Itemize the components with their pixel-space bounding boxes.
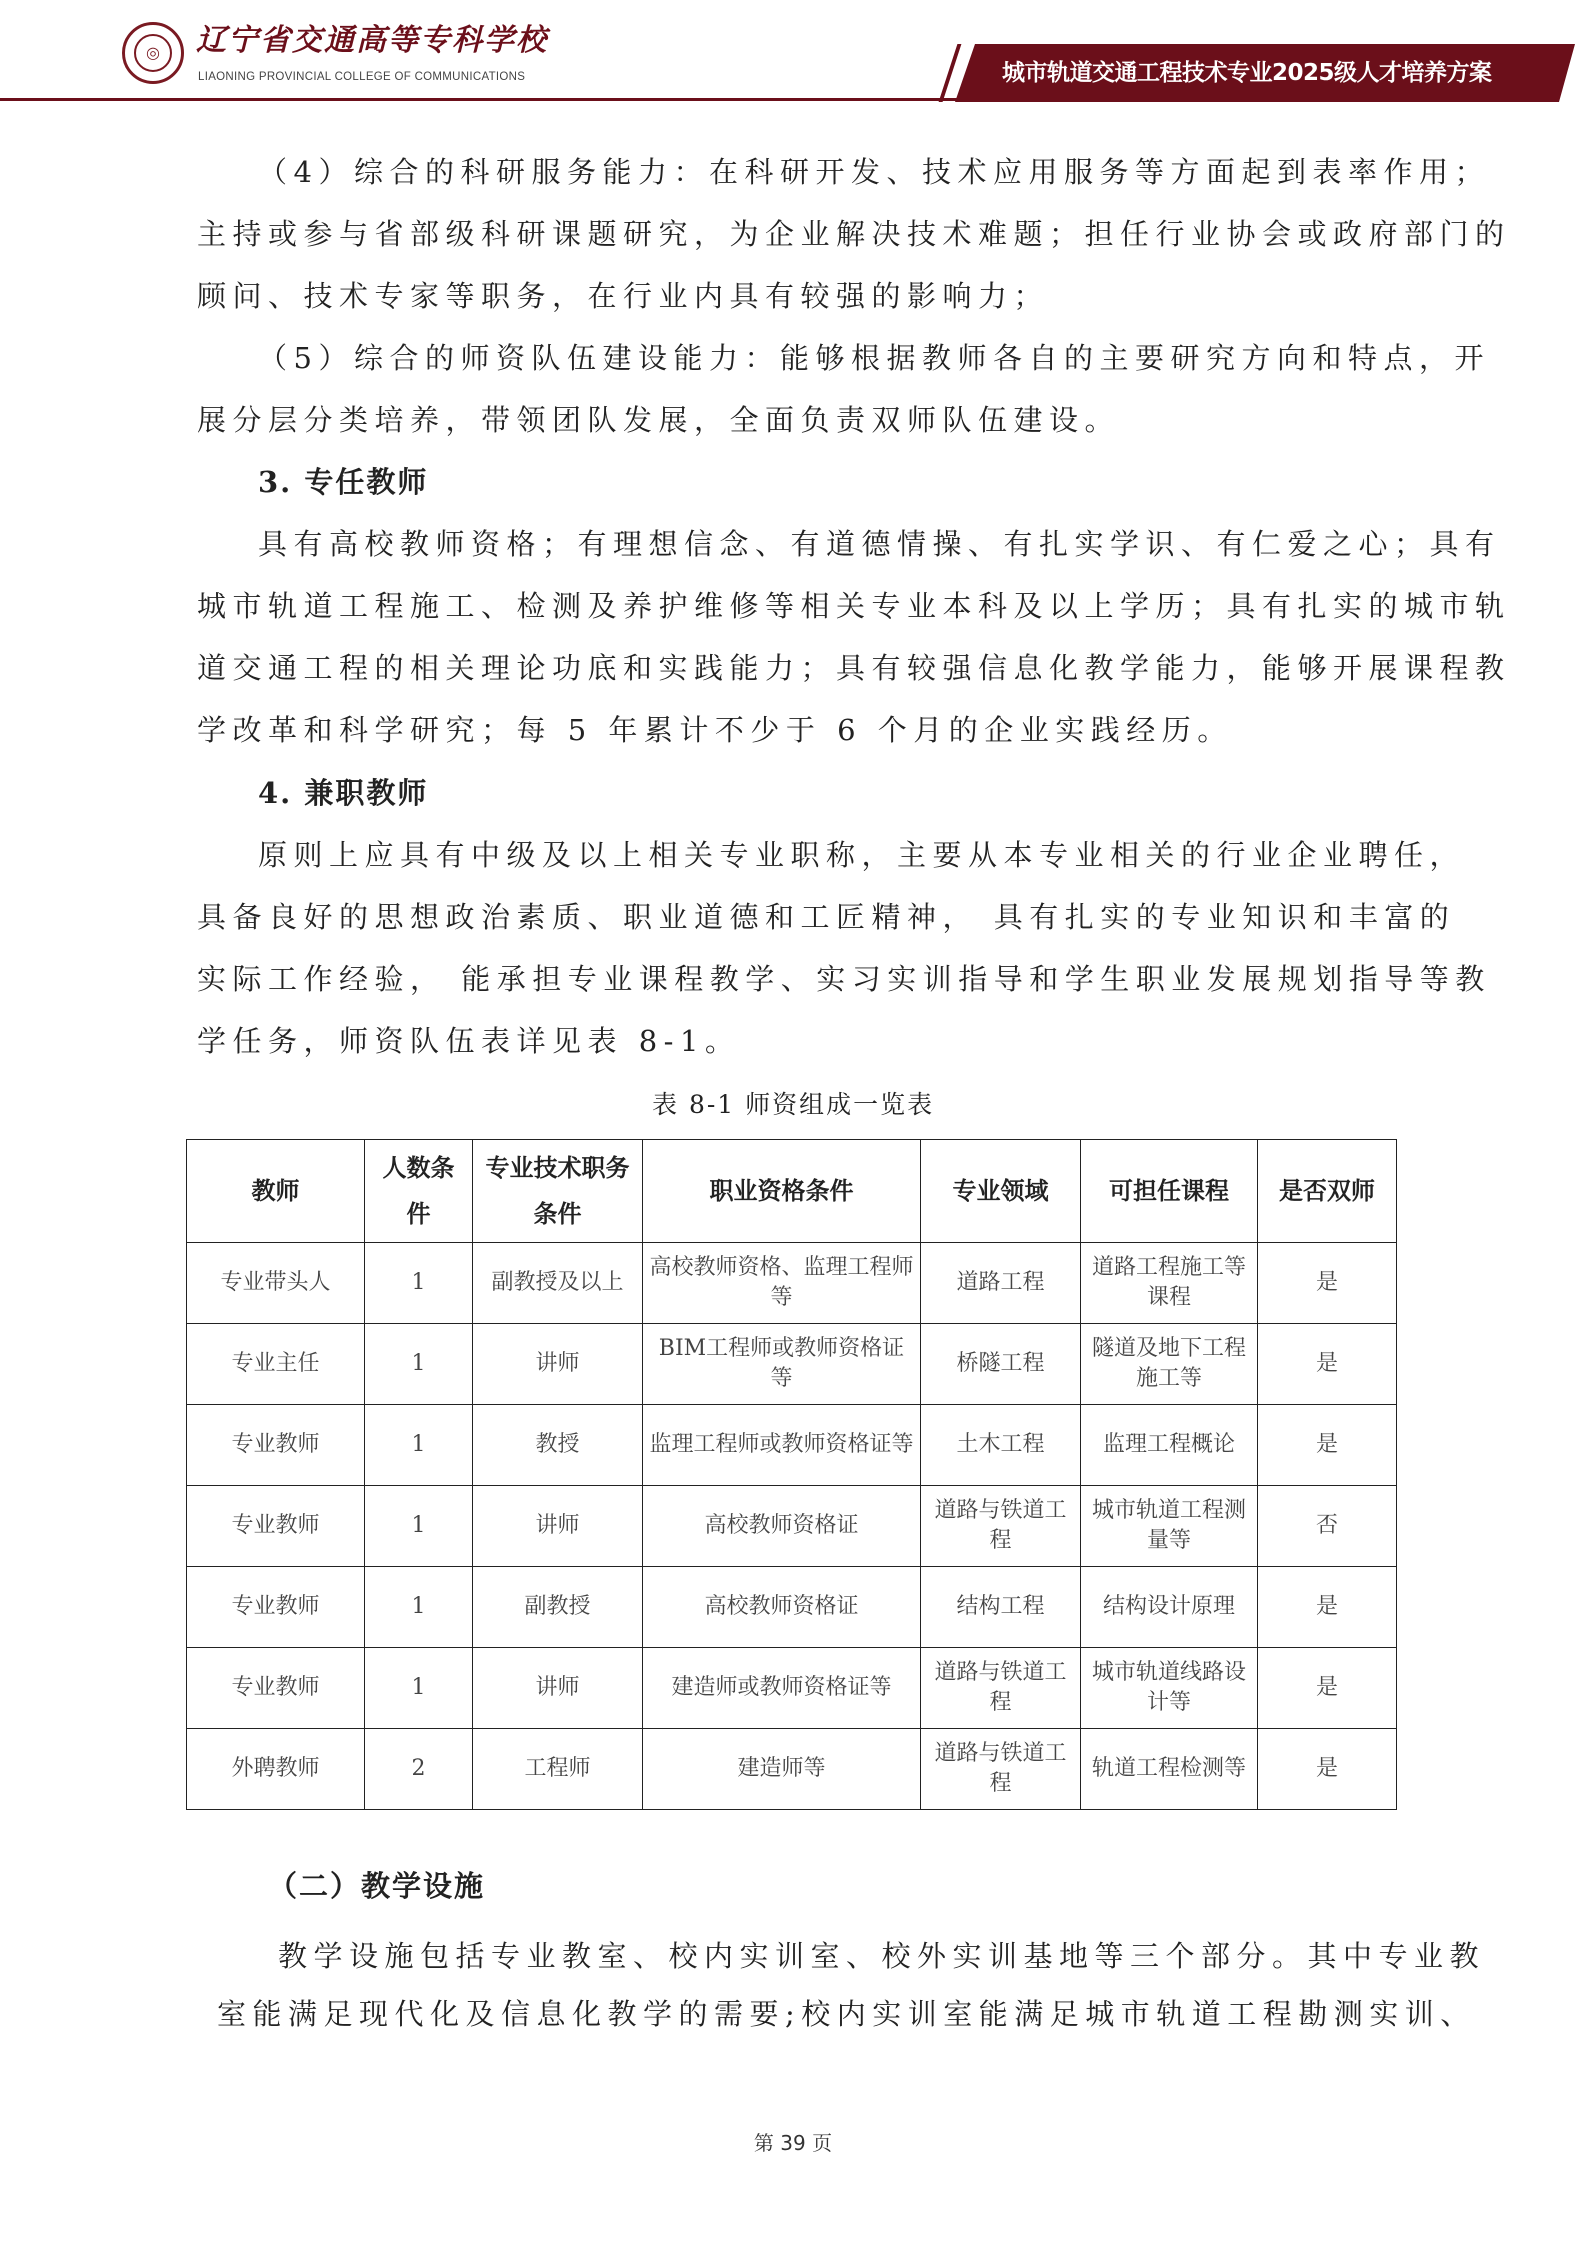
table-header-row — [187, 1140, 1397, 1243]
table-cell: 桥隧工程 — [921, 1324, 1081, 1405]
page-number: 第 39 页 — [753, 2131, 833, 2155]
table-cell: 土木工程 — [921, 1405, 1081, 1486]
table-cell: 专业教师 — [187, 1648, 365, 1729]
paragraph-line: 实际工作经验， 能承担专业课程教学、实习实训指导和学生职业发展规划指导等教 — [197, 962, 1491, 996]
table-cell: 是 — [1258, 1648, 1397, 1729]
table-cell: 建造师等 — [643, 1729, 921, 1810]
column-header: 专业技术职务条件 — [473, 1140, 643, 1243]
table-cell: 是 — [1258, 1324, 1397, 1405]
column-header: 是否双师 — [1258, 1140, 1397, 1243]
table-row — [187, 1486, 1397, 1567]
table-cell: 1 — [365, 1648, 473, 1729]
table-cell: 高校教师资格证 — [643, 1486, 921, 1567]
table-cell: 轨道工程检测等 — [1081, 1729, 1258, 1810]
table-cell: 结构工程 — [921, 1567, 1081, 1648]
paragraph-line: 道交通工程的相关理论功底和实践能力；具有较强信息化教学能力，能够开展课程教 — [197, 651, 1511, 685]
document-title: 城市轨道交通工程技术专业2025级人才培养方案 — [1002, 60, 1492, 86]
header-rule — [0, 98, 1000, 101]
banner-accent — [939, 44, 962, 102]
table-cell: 城市轨道工程测量等 — [1081, 1486, 1258, 1567]
table-cell: 高校教师资格、监理工程师等 — [643, 1243, 921, 1324]
table-cell: 道路与铁道工程 — [921, 1729, 1081, 1810]
column-header: 人数条件 — [365, 1140, 473, 1243]
logo-emblem-icon: ◎ — [134, 34, 172, 72]
table-cell: 讲师 — [473, 1486, 643, 1567]
school-name-cn: 辽宁省交通高等专科学校 — [196, 23, 548, 58]
table-cell: 讲师 — [473, 1324, 643, 1405]
table-cell: 否 — [1258, 1486, 1397, 1567]
table-cell: 隧道及地下工程施工等 — [1081, 1324, 1258, 1405]
table-cell: 副教授 — [473, 1567, 643, 1648]
table-cell: BIM工程师或教师资格证等 — [643, 1324, 921, 1405]
table-cell: 监理工程师或教师资格证等 — [643, 1405, 921, 1486]
paragraph-line: 学改革和科学研究；每 5 年累计不少于 6 个月的企业实践经历。 — [197, 713, 1233, 747]
table-cell: 1 — [365, 1405, 473, 1486]
table-cell: 是 — [1258, 1405, 1397, 1486]
table-cell: 监理工程概论 — [1081, 1405, 1258, 1486]
table-cell: 专业主任 — [187, 1324, 365, 1405]
table-row — [187, 1567, 1397, 1648]
table-cell: 1 — [365, 1567, 473, 1648]
table-row — [187, 1243, 1397, 1324]
table-cell: 1 — [365, 1243, 473, 1324]
table-cell: 副教授及以上 — [473, 1243, 643, 1324]
table-cell: 讲师 — [473, 1648, 643, 1729]
paragraph-line: 城市轨道工程施工、检测及养护维修等相关专业本科及以上学历；具有扎实的城市轨 — [197, 589, 1511, 623]
table-row — [187, 1729, 1397, 1810]
table-cell: 外聘教师 — [187, 1729, 365, 1810]
table-row — [187, 1405, 1397, 1486]
paragraph-line: 教学设施包括专业教室、校内实训室、校外实训基地等三个部分。其中专业教 — [278, 1939, 1486, 1973]
faculty-table — [186, 1139, 1397, 1810]
table-cell: 是 — [1258, 1729, 1397, 1810]
table-cell: 2 — [365, 1729, 473, 1810]
table-cell: 城市轨道线路设计等 — [1081, 1648, 1258, 1729]
paragraph-line: 原则上应具有中级及以上相关专业职称，主要从本专业相关的行业企业聘任， — [258, 838, 1466, 872]
school-logo — [122, 22, 184, 84]
paragraph-line: （5）综合的师资队伍建设能力：能够根据教师各自的主要研究方向和特点，开 — [258, 341, 1490, 375]
table-cell: 高校教师资格证 — [643, 1567, 921, 1648]
table-cell: 是 — [1258, 1567, 1397, 1648]
paragraph-line: （4）综合的科研服务能力：在科研开发、技术应用服务等方面起到表率作用； — [258, 155, 1490, 189]
table-cell: 1 — [365, 1486, 473, 1567]
table-cell: 结构设计原理 — [1081, 1567, 1258, 1648]
table-cell: 道路工程施工等课程 — [1081, 1243, 1258, 1324]
table-cell: 道路与铁道工程 — [921, 1648, 1081, 1729]
column-header: 可担任课程 — [1081, 1140, 1258, 1243]
paragraph-line: 顾问、技术专家等职务，在行业内具有较强的影响力； — [197, 279, 1050, 313]
table-cell: 专业带头人 — [187, 1243, 365, 1324]
table-cell: 专业教师 — [187, 1486, 365, 1567]
paragraph-line: 展分层分类培养，带领团队发展，全面负责双师队伍建设。 — [197, 403, 1121, 437]
paragraph-line: 具备良好的思想政治素质、职业道德和工匠精神， 具有扎实的专业知识和丰富的 — [197, 900, 1456, 934]
table-cell: 1 — [365, 1324, 473, 1405]
section-heading: （二）教学设施 — [268, 1869, 486, 1903]
paragraph-line: 具有高校教师资格；有理想信念、有道德情操、有扎实学识、有仁爱之心；具有 — [258, 527, 1501, 561]
table-row — [187, 1648, 1397, 1729]
table-cell: 工程师 — [473, 1729, 643, 1810]
table-cell: 道路工程 — [921, 1243, 1081, 1324]
column-header: 专业领域 — [921, 1140, 1081, 1243]
table-cell: 专业教师 — [187, 1567, 365, 1648]
table-cell: 是 — [1258, 1243, 1397, 1324]
section-heading: 3. 专任教师 — [258, 465, 429, 499]
table-caption: 表 8-1 师资组成一览表 — [652, 1090, 935, 1119]
table-cell: 教授 — [473, 1405, 643, 1486]
column-header: 职业资格条件 — [643, 1140, 921, 1243]
table-row — [187, 1324, 1397, 1405]
school-name-en: LIAONING PROVINCIAL COLLEGE OF COMMUNICATIONS — [198, 71, 526, 83]
section-heading: 4. 兼职教师 — [258, 776, 429, 810]
table-cell: 建造师或教师资格证等 — [643, 1648, 921, 1729]
table-cell: 专业教师 — [187, 1405, 365, 1486]
table-cell: 道路与铁道工程 — [921, 1486, 1081, 1567]
paragraph-line: 主持或参与省部级科研课题研究，为企业解决技术难题；担任行业协会或政府部门的 — [197, 217, 1511, 251]
paragraph-line: 学任务，师资队伍表详见表 8-1。 — [197, 1024, 741, 1058]
column-header: 教师 — [187, 1140, 365, 1243]
paragraph-line: 室能满足现代化及信息化教学的需要;校内实训室能满足城市轨道工程勘测实训、 — [217, 1997, 1476, 2031]
